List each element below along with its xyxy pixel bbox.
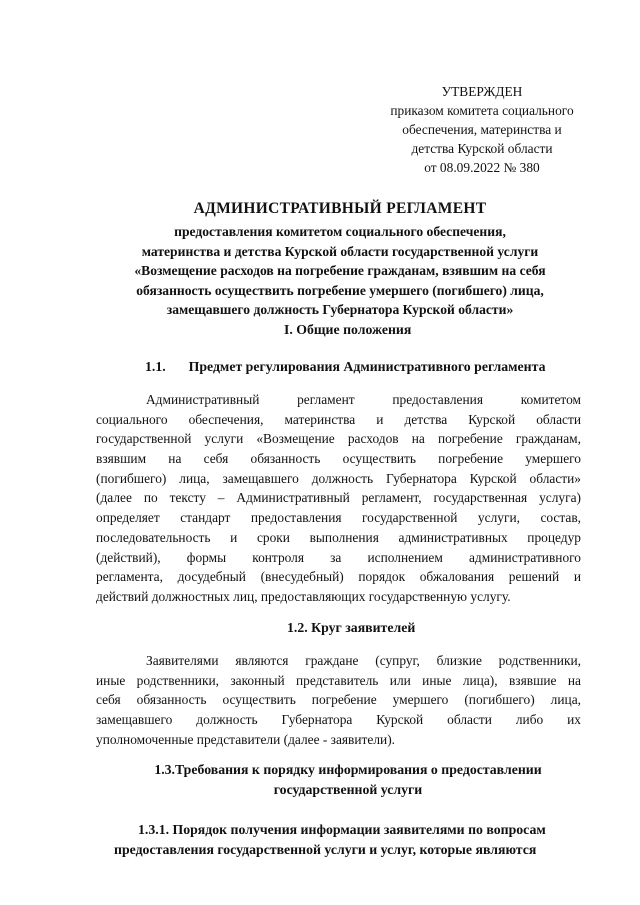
document-title-block bbox=[90, 200, 590, 320]
text-line: Заявителями являются граждане (супруг, близкие родственники, bbox=[146, 653, 581, 668]
text-line: Административный регламент предоставления комитетом bbox=[146, 392, 581, 407]
text-line: иные родственники, законный представитель или иные лица), взявшие на bbox=[96, 672, 581, 688]
subsection-heading-1-3 bbox=[128, 760, 568, 800]
document-subtitle bbox=[90, 222, 590, 320]
paragraph-subject bbox=[96, 390, 581, 607]
heading-line: 1.3.1. Порядок получения информации заявителями по вопросам bbox=[138, 822, 546, 837]
text-line: себя обязанность осуществить погребение умершего (погибшего) лица, bbox=[96, 692, 581, 708]
text-line: регламента, досудебный (внесудебный) порядок обжалования решений и bbox=[96, 569, 581, 585]
subsection-title: Предмет регулирования Административного регламента bbox=[188, 359, 546, 374]
approval-line: детства Курской области bbox=[411, 141, 553, 156]
text-line: (погибшего) лица, замещавшего должность Губернатора Курской области» bbox=[96, 470, 581, 486]
subtitle-line: «Возмещение расходов на погребение гражданам, взявшим на себя bbox=[134, 263, 546, 278]
subsection-heading-1-3-1 bbox=[96, 820, 596, 860]
text-line: взявшим на себя обязанность осуществить погребение умершего bbox=[96, 451, 581, 467]
text-line: (действий), формы контроля за исполнением административного bbox=[96, 549, 581, 565]
text-line: действий должностных лиц, предоставляющих государственную услугу. bbox=[96, 588, 511, 604]
approval-line: УТВЕРЖДЕН bbox=[441, 84, 523, 99]
approval-stamp bbox=[362, 82, 602, 177]
approval-line: приказом комитета социального bbox=[390, 103, 574, 118]
text-line: (далее по тексту – Административный регламент, государственная услуга) bbox=[96, 490, 581, 506]
subsection-heading-1-1 bbox=[145, 359, 545, 375]
paragraph-applicants bbox=[96, 651, 581, 749]
text-line: государственной услуги «Возмещение расходов на погребение гражданам, bbox=[96, 431, 581, 447]
heading-line: предоставления государственной услуги и услуг, которые являются bbox=[114, 842, 537, 857]
subtitle-line: материнства и детства Курской области государственной услуги bbox=[141, 243, 539, 259]
subtitle-line: предоставления комитетом социального обеспечения, bbox=[174, 224, 506, 239]
heading-line: 1.3.Требования к порядку информирования о предоставлении bbox=[154, 762, 542, 777]
subsection-heading-1-2: 1.2. Круг заявителей bbox=[287, 620, 416, 635]
approval-line: от 08.09.2022 № 380 bbox=[424, 160, 540, 175]
heading-line: государственной услуги bbox=[273, 782, 423, 797]
text-line: определяет стандарт предоставления государственной услуги, состав, bbox=[96, 510, 581, 526]
text-line: последовательность и сроки выполнения административных процедур bbox=[96, 529, 581, 545]
document-title: АДМИНИСТРАТИВНЫЙ РЕГЛАМЕНТ bbox=[193, 200, 487, 217]
text-line: социального обеспечения, материнства и детства Курской области bbox=[96, 411, 581, 427]
approval-line: обеспечения, материнства и bbox=[402, 122, 562, 137]
text-line: замещавшего должность Губернатора Курской области либо их bbox=[96, 712, 581, 728]
section-heading-general: I. Общие положения bbox=[284, 322, 412, 337]
subsection-number: 1.1. bbox=[145, 359, 166, 374]
subtitle-line: замещавшего должность Губернатора Курской области» bbox=[166, 302, 514, 317]
subtitle-line: обязанность осуществить погребение умершего (погибшего) лица, bbox=[136, 282, 544, 298]
text-line: уполномоченные представители (далее - заявители). bbox=[96, 731, 396, 747]
